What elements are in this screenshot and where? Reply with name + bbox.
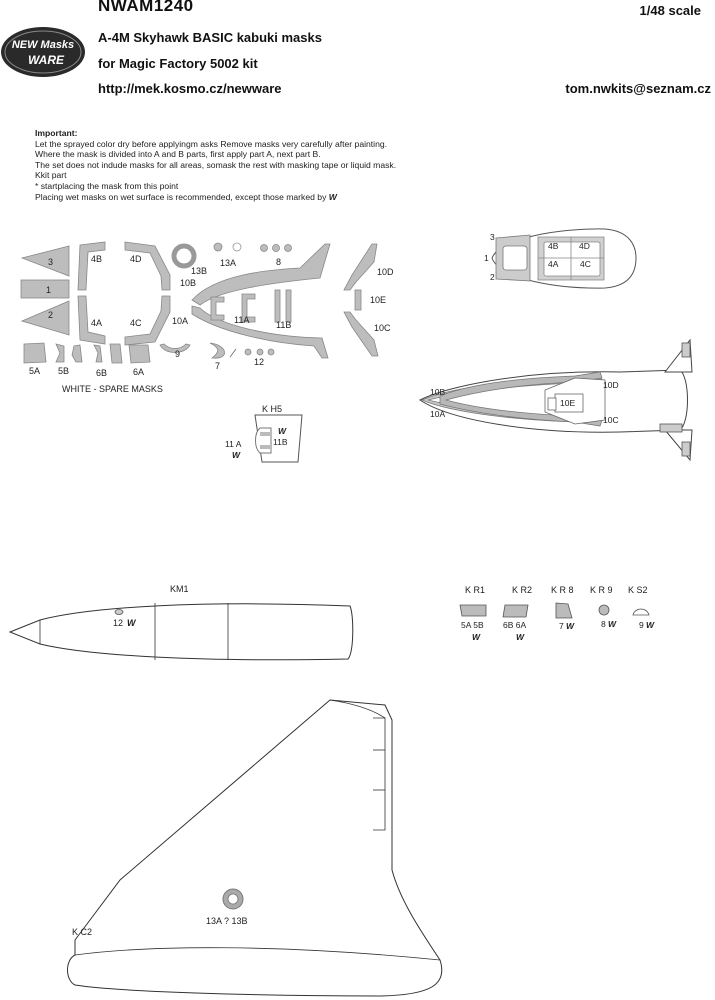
label-13a: 13A — [220, 258, 237, 268]
mask-1 — [21, 280, 69, 298]
canopy-label-4b: 4B — [548, 241, 559, 251]
canopy-label-3: 3 — [490, 232, 495, 242]
scale-label: 1/48 scale — [639, 3, 701, 18]
mask-8-dot — [273, 245, 280, 252]
mask-11a-left — [211, 297, 224, 320]
kh5-label-11b: 11B — [273, 437, 288, 447]
label-1: 1 — [46, 285, 52, 295]
kr1-title: K R1 — [465, 585, 486, 595]
label-5a: 5A — [29, 366, 41, 376]
mask-12-dot — [245, 349, 251, 355]
kh5-title: K H5 — [262, 404, 283, 414]
instruction-line: The set does not indude masks for all areas, somask the rest with masking tape or liquid mask. — [35, 159, 397, 170]
mask-8-dot — [285, 245, 292, 252]
label-4d: 4D — [130, 254, 142, 264]
km1-label-12: 12 — [113, 618, 124, 628]
logo-line2: WARE — [28, 53, 64, 67]
kr2-shape — [503, 605, 528, 617]
mask-4b — [78, 242, 105, 290]
wet-symbol: W — [566, 621, 575, 631]
kr-parts — [460, 603, 649, 618]
label-4a: 4A — [91, 318, 103, 328]
mask-10b — [192, 244, 330, 305]
mask-5b-2 — [72, 345, 82, 362]
kh5-label-11a: 11 A — [225, 439, 242, 449]
instruction-line: Placing wet masks on wet surface is recommended, except those marked by — [35, 191, 327, 202]
kc2-tail — [68, 700, 442, 996]
mask-8-dot — [261, 245, 268, 252]
label-10a: 10A — [172, 316, 189, 326]
canopy-top-view — [492, 229, 636, 288]
label-4b: 4B — [91, 254, 103, 264]
kr2-labels: 6B 6A — [503, 620, 527, 630]
label-8: 8 — [276, 257, 282, 267]
website-url: http://mek.kosmo.cz/newware — [98, 81, 282, 96]
canopy-label-4c: 4C — [580, 259, 591, 269]
wet-symbol: W — [232, 450, 241, 460]
km1-title: KM1 — [170, 584, 189, 594]
product-title: A-4M Skyhawk BASIC kabuki masks — [98, 30, 322, 45]
wet-symbol: W — [608, 619, 617, 629]
product-subtitle: for Magic Factory 5002 kit — [98, 56, 258, 71]
canopy-label-4a: 4A — [548, 259, 559, 269]
fuselage-label-10e: 10E — [560, 398, 576, 408]
mask-sheet — [21, 242, 378, 363]
kr9-title: K R 9 — [590, 585, 613, 595]
canopy-label-2: 2 — [490, 272, 495, 282]
kr1-labels: 5A 5B — [461, 620, 484, 630]
instruction-line: Let the sprayed color dry before applyingm asks Remove masks very carefully after painting. — [35, 138, 388, 149]
label-10c: 10C — [374, 323, 391, 333]
km1-part — [10, 603, 353, 660]
mask-12-dot — [257, 349, 263, 355]
mask-7 — [210, 343, 225, 358]
kc2-label: 13A ? 13B — [206, 916, 248, 926]
fuselage-label-10c: 10C — [603, 415, 619, 425]
kr1-shape — [460, 605, 486, 616]
label-5b: 5B — [58, 366, 70, 376]
kr8-title: K R 8 — [551, 585, 574, 595]
kr2-title: K R2 — [512, 585, 533, 595]
canopy-label-1: 1 — [484, 253, 489, 263]
mask-11b-right — [286, 290, 291, 322]
label-11a: 11A — [234, 315, 250, 325]
ks2-shape — [633, 609, 649, 615]
logo-line1: NEW Masks — [11, 39, 75, 51]
wet-symbol: W — [278, 426, 287, 436]
label-4c: 4C — [130, 318, 142, 328]
mask-6a — [129, 345, 150, 363]
label-10d: 10D — [377, 267, 394, 277]
product-code: NWAM1240 — [98, 0, 194, 15]
mask-6b-2 — [110, 344, 122, 363]
kr9-shape — [599, 605, 609, 615]
fuselage-top-view — [420, 340, 692, 460]
label-10b: 10B — [180, 278, 197, 288]
instruction-line: Where the mask is divided into A and B parts, first apply part A, next part B. — [35, 149, 321, 160]
mask-6b — [94, 345, 102, 362]
label-12: 12 — [254, 357, 265, 367]
label-2: 2 — [48, 310, 54, 320]
fuselage-label-10a: 10A — [430, 409, 446, 419]
mask-13a-right — [233, 243, 241, 251]
wet-symbol: W — [472, 632, 481, 642]
mask-12-dot — [268, 349, 274, 355]
kr8-shape — [556, 603, 572, 618]
instruction-line: Kkit part — [35, 170, 67, 181]
label-3: 3 — [48, 257, 54, 267]
label-11b: 11B — [276, 320, 292, 330]
wet-symbol: W — [646, 620, 655, 630]
leader-7 — [230, 349, 236, 357]
label-9: 9 — [175, 349, 181, 359]
instruction-line: * startplacing the mask from this point — [35, 180, 179, 191]
mask-10e — [355, 290, 361, 310]
wet-symbol: W — [328, 191, 337, 202]
label-6a: 6A — [133, 367, 145, 377]
wet-symbol: W — [516, 632, 525, 642]
mask-3 — [22, 246, 69, 276]
wet-symbol: W — [127, 618, 136, 628]
instructions-heading: Important: — [35, 128, 78, 138]
label-6b: 6B — [96, 368, 108, 378]
kr8-labels: 7 — [559, 621, 564, 631]
spare-masks-note: WHITE - SPARE MASKS — [62, 384, 163, 394]
label-13b: 13B — [191, 266, 208, 276]
fuselage-label-10d: 10D — [603, 380, 619, 390]
fuselage-label-10b: 10B — [430, 387, 446, 397]
mask-5b — [56, 344, 64, 362]
mask-13b — [174, 246, 194, 266]
mask-11b-left — [275, 290, 280, 322]
label-10e: 10E — [370, 295, 387, 305]
kc2-title: K C2 — [72, 927, 93, 937]
label-7: 7 — [215, 361, 221, 371]
contact-email: tom.nwkits@seznam.cz — [565, 81, 711, 96]
ks2-labels: 9 — [639, 620, 644, 630]
mask-13a-left — [214, 243, 222, 251]
canopy-label-4d: 4D — [579, 241, 590, 251]
kr9-labels: 8 — [601, 619, 606, 629]
mask-10d — [344, 244, 377, 290]
mask-10c — [344, 312, 378, 356]
mask-4d — [125, 242, 170, 290]
ks2-title: K S2 — [628, 585, 648, 595]
mask-2 — [22, 301, 69, 335]
mask-5a — [24, 343, 46, 363]
